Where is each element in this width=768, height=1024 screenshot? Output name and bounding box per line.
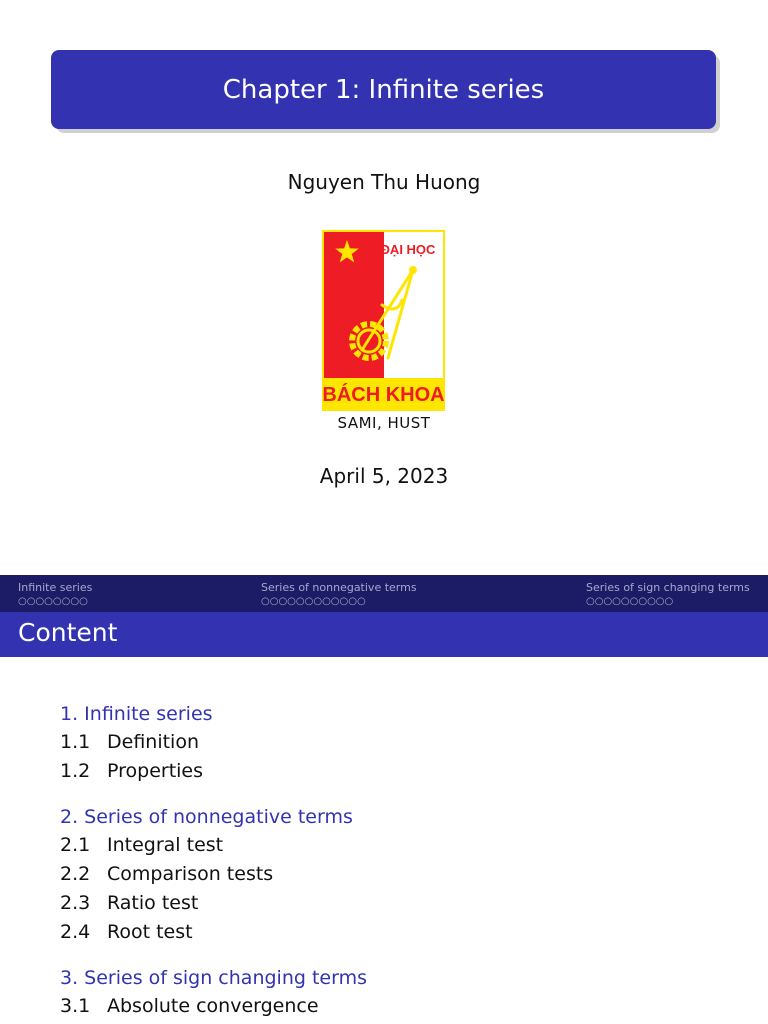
toc-section-3[interactable]: 3. Series of sign changing terms <box>60 967 367 989</box>
toc-item-number: 1.2 <box>60 760 91 782</box>
nav-progress-dots: ○○○○○○○○ <box>18 596 88 607</box>
nav-section-label: Series of nonnegative terms <box>261 581 417 594</box>
logo-top-text: ĐẠI HỌC <box>380 242 436 257</box>
toc-item-number: 3.1 <box>60 995 91 1017</box>
toc-item-label: Properties <box>107 760 204 782</box>
table-of-contents <box>60 700 740 1021</box>
section-navbar <box>0 575 768 612</box>
frame-title: Content <box>18 618 118 647</box>
toc-item[interactable] <box>60 992 740 1021</box>
logo-bottom-text: BÁCH KHOA <box>322 384 445 406</box>
institute: SAMI, HUST <box>337 414 431 432</box>
toc-item-number: 2.2 <box>60 863 91 885</box>
toc-section-1[interactable]: 1. Infinite series <box>60 703 213 725</box>
toc-section-2[interactable]: 2. Series of nonnegative terms <box>60 806 353 828</box>
toc-item-number: 1.1 <box>60 731 91 753</box>
toc-item-label: Ratio test <box>107 892 199 914</box>
toc-item[interactable] <box>60 728 740 757</box>
author-name: Nguyen Thu Huong <box>287 170 481 194</box>
toc-item-number: 2.1 <box>60 834 91 856</box>
frame-title-bar <box>0 612 768 657</box>
toc-item[interactable] <box>60 918 740 947</box>
slide-title: Chapter 1: Infinite series <box>222 74 545 105</box>
toc-item[interactable] <box>60 889 740 918</box>
university-logo <box>322 230 445 411</box>
toc-item-number: 2.3 <box>60 892 91 914</box>
nav-section-1[interactable] <box>18 581 92 608</box>
nav-section-3[interactable] <box>586 581 750 608</box>
toc-item-label: Absolute convergence <box>107 995 319 1017</box>
date: April 5, 2023 <box>319 464 449 488</box>
nav-progress-dots: ○○○○○○○○○○ <box>586 596 674 607</box>
toc-item-label: Integral test <box>107 834 224 856</box>
toc-item-label: Definition <box>107 731 200 753</box>
toc-item-label: Root test <box>107 921 193 943</box>
toc-item-label: Comparison tests <box>107 863 274 885</box>
nav-section-2[interactable] <box>261 581 417 608</box>
nav-section-label: Series of sign changing terms <box>586 581 750 594</box>
toc-item[interactable] <box>60 860 740 889</box>
toc-item[interactable] <box>60 831 740 860</box>
toc-item[interactable] <box>60 757 740 786</box>
nav-section-label: Infinite series <box>18 581 93 594</box>
nav-progress-dots: ○○○○○○○○○○○○ <box>261 596 366 607</box>
title-box <box>51 50 716 129</box>
toc-item-number: 2.4 <box>60 921 91 943</box>
